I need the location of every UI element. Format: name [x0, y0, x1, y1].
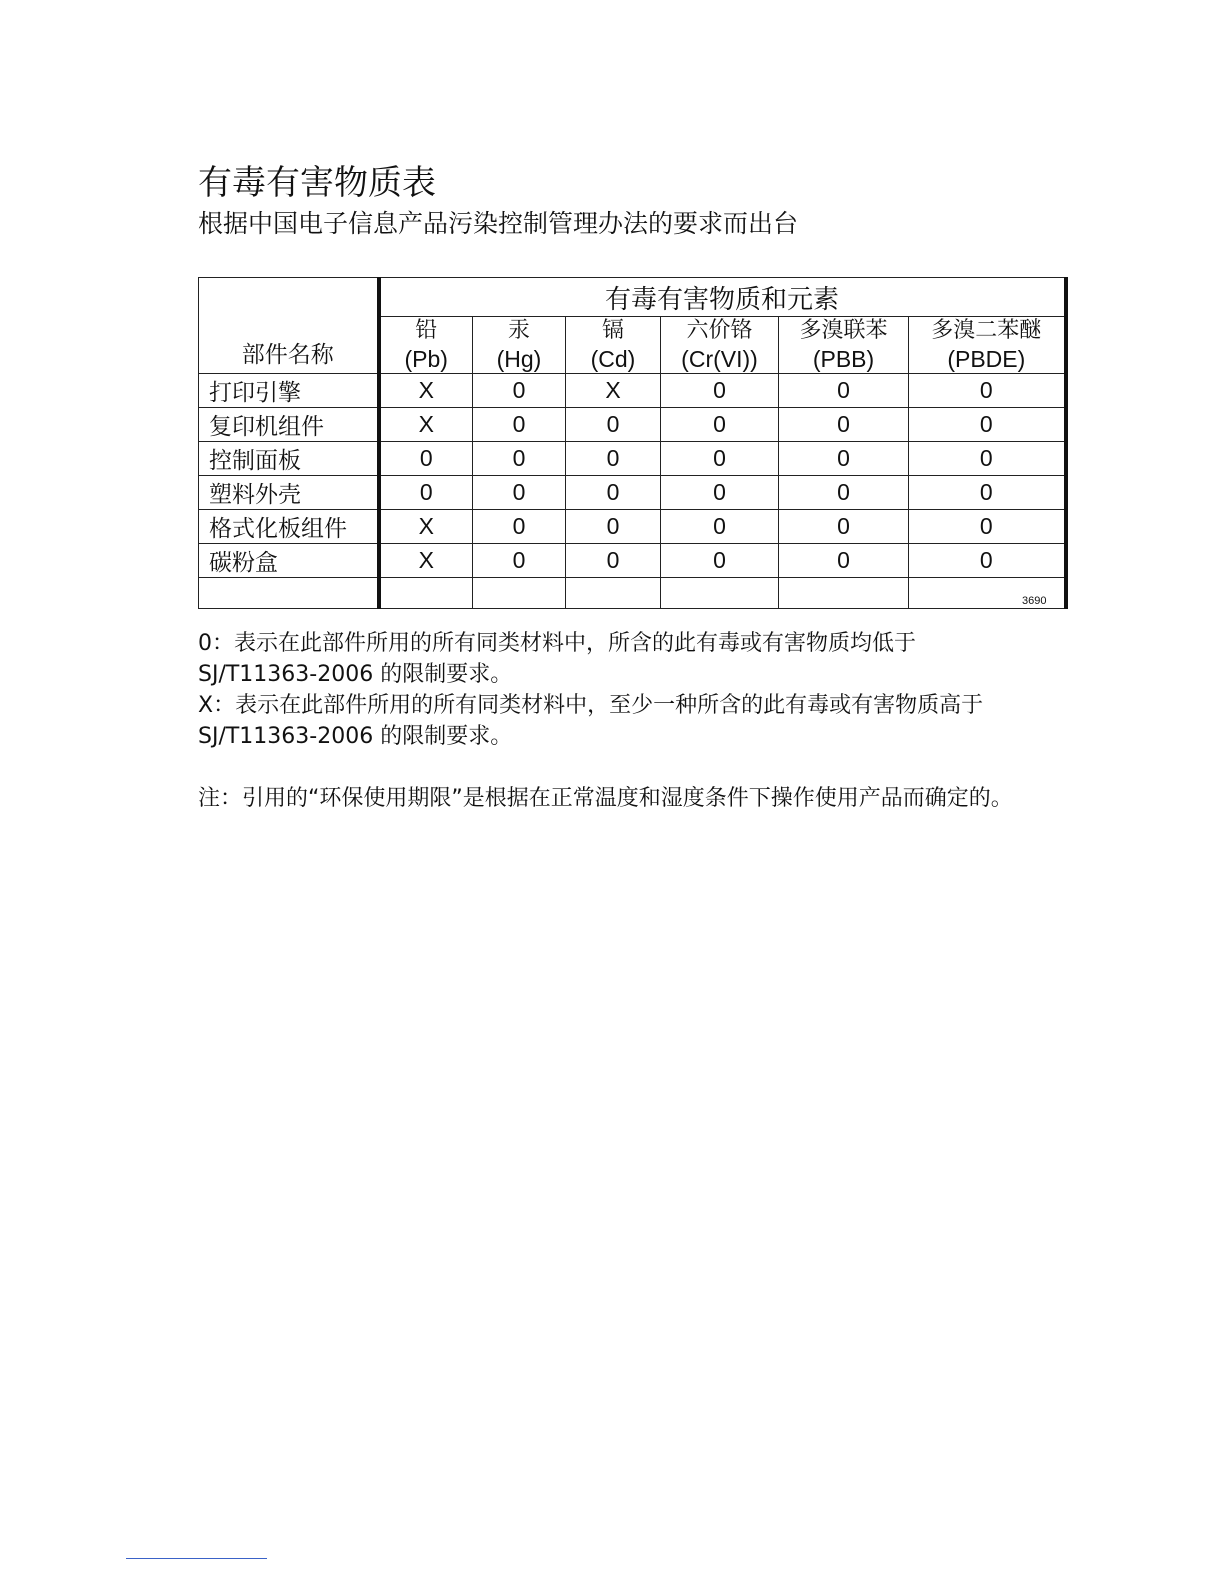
substance-value-cell	[661, 578, 779, 609]
table-row	[199, 442, 1066, 476]
substance-value-cell: 0	[473, 374, 566, 408]
element-symbol: (Cd)	[590, 346, 636, 372]
note-x-line1: X：表示在此部件所用的所有同类材料中，至少一种所含的此有毒或有害物质高于	[198, 693, 984, 718]
table-body	[199, 374, 1066, 609]
substance-value-cell: 0	[566, 476, 661, 510]
substance-value-cell: 0	[909, 408, 1066, 442]
element-header	[473, 317, 566, 374]
substance-value-cell: X	[379, 408, 473, 442]
note-zero-line1: 0：表示在此部件所用的所有同类材料中，所含的此有毒或有害物质均低于	[198, 631, 916, 656]
substance-value-cell: 0	[909, 374, 1066, 408]
substance-value-cell: 0	[909, 442, 1066, 476]
element-name: 镉	[601, 318, 624, 343]
substance-value-cell	[779, 578, 909, 609]
substance-value-cell: 0	[566, 510, 661, 544]
substance-value-cell: 0	[473, 476, 566, 510]
part-name-cell: 复印机组件	[199, 408, 379, 442]
part-name-cell: 塑料外壳	[199, 476, 379, 510]
substance-value-cell: X	[379, 510, 473, 544]
notes-section	[198, 628, 1078, 814]
substance-value-cell: 0	[661, 408, 779, 442]
table-row	[199, 408, 1066, 442]
substance-value-cell: 0	[661, 374, 779, 408]
element-name: 汞	[507, 318, 530, 343]
substance-value-cell	[379, 578, 473, 609]
footer-rule	[126, 1558, 267, 1559]
part-name-cell: 碳粉盒	[199, 544, 379, 578]
element-header	[779, 317, 909, 374]
substance-value-cell: 0	[909, 476, 1066, 510]
substance-value-cell: 0	[661, 544, 779, 578]
substance-value-cell: 0	[661, 442, 779, 476]
substance-value-cell	[566, 578, 661, 609]
element-name: 铅	[415, 318, 438, 343]
element-symbol: (Pb)	[404, 346, 448, 372]
substances-group-header: 有毒有害物质和元素	[379, 278, 1066, 317]
substance-value-cell: 0	[473, 442, 566, 476]
note-usage-period: 注：引用的“环保使用期限”是根据在正常温度和湿度条件下操作使用产品而确定的。	[198, 786, 1013, 811]
element-name: 多溴二苯醚	[931, 318, 1042, 343]
substance-value-cell: 0	[779, 442, 909, 476]
element-header	[379, 317, 473, 374]
substance-value-cell: 0	[779, 476, 909, 510]
note-zero-line2: SJ/T11363-2006 的限制要求。	[198, 662, 513, 687]
substance-value-cell: 0	[909, 510, 1066, 544]
table-row	[199, 510, 1066, 544]
substance-value-cell: 0	[779, 510, 909, 544]
element-header	[566, 317, 661, 374]
substance-value-cell: 0	[566, 408, 661, 442]
part-name-cell	[199, 578, 379, 609]
element-symbol: (Hg)	[496, 346, 542, 372]
element-symbol: (PBDE)	[947, 346, 1026, 372]
notes-spacer	[198, 752, 1078, 783]
substance-value-cell: X	[379, 374, 473, 408]
table-row	[199, 374, 1066, 408]
substance-value-cell: 0	[379, 442, 473, 476]
element-symbol: (Cr(VI))	[681, 346, 758, 372]
part-name-cell: 控制面板	[199, 442, 379, 476]
hazardous-substances-table	[198, 277, 1068, 609]
document-code: 3690	[1022, 595, 1047, 607]
page-subtitle: 根据中国电子信息产品污染控制管理办法的要求而出台	[198, 209, 799, 238]
table-row	[199, 476, 1066, 510]
note-x-line2: SJ/T11363-2006 的限制要求。	[198, 724, 513, 749]
substance-value-cell: X	[379, 544, 473, 578]
substance-value-cell: 0	[661, 510, 779, 544]
element-header	[661, 317, 779, 374]
part-name-header: 部件名称	[199, 278, 379, 374]
substance-value-cell: 0	[473, 544, 566, 578]
element-header	[909, 317, 1066, 374]
substance-value-cell: 0	[661, 476, 779, 510]
substance-value-cell: 0	[909, 544, 1066, 578]
element-name: 多溴联苯	[799, 318, 888, 343]
table-row	[199, 578, 1066, 609]
part-name-cell: 格式化板组件	[199, 510, 379, 544]
substance-value-cell: 0	[379, 476, 473, 510]
substance-value-cell: 0	[779, 374, 909, 408]
substance-value-cell: 0	[566, 442, 661, 476]
substance-value-cell: 0	[779, 408, 909, 442]
table-row	[199, 544, 1066, 578]
substance-value-cell: 0	[473, 510, 566, 544]
part-name-cell: 打印引擎	[199, 374, 379, 408]
page-title: 有毒有害物质表	[198, 163, 436, 203]
substance-value-cell: 0	[566, 544, 661, 578]
element-symbol: (PBB)	[812, 346, 875, 372]
substance-value-cell	[473, 578, 566, 609]
substance-value-cell: 0	[473, 408, 566, 442]
substance-value-cell: X	[566, 374, 661, 408]
element-name: 六价铬	[686, 318, 753, 343]
substance-value-cell: 0	[779, 544, 909, 578]
